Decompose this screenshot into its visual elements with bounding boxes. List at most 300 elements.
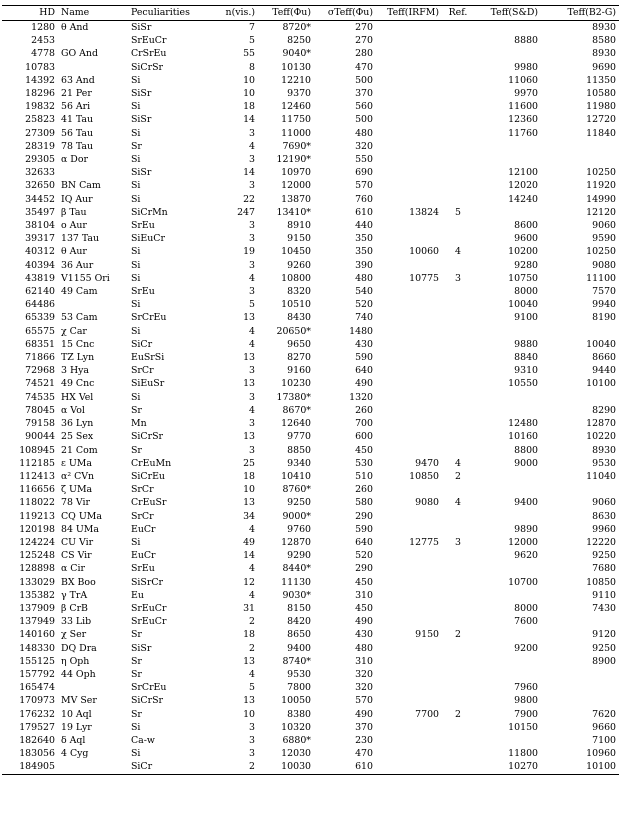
cell-ref (442, 444, 474, 457)
cell-hd: 112185 (19, 457, 55, 469)
cell-hd: 10783 (25, 61, 55, 73)
cell-hd: 78045 (25, 404, 55, 416)
cell-name (58, 760, 128, 774)
cell-teff-sd (474, 21, 541, 35)
cell-teff-b2g: 9060 (592, 220, 616, 232)
cell-peculiarities: Eu (131, 589, 144, 601)
cell-teff-b2g: 7620 (592, 708, 616, 720)
table-row (2, 259, 619, 272)
cell-teff-irfm (376, 351, 442, 364)
cell-teff-b2g: 8930 (592, 444, 616, 456)
cell-n-vis: 13 (243, 378, 255, 390)
cell-n-vis: 3 (249, 444, 255, 456)
cell-ref (442, 311, 474, 324)
cell-sigma-teff: 510 (355, 470, 373, 482)
table-row (2, 325, 619, 338)
cell-sigma-teff: 740 (355, 312, 373, 324)
cell-n-vis: 3 (249, 286, 255, 298)
cell-ref (442, 523, 474, 536)
cell-hd: 68351 (25, 338, 55, 350)
cell-n-vis: 55 (243, 48, 255, 60)
cell-sigma-teff: 540 (355, 286, 373, 298)
cell-sigma-teff: 470 (355, 748, 373, 760)
cell-teff-irfm (376, 61, 442, 74)
cell-teff-sd (474, 391, 541, 404)
cell-teff-phi: 11000 (281, 127, 311, 139)
cell-peculiarities: Si (131, 180, 141, 192)
cell-teff-sd: 8880 (514, 35, 538, 47)
table-header-row (2, 6, 619, 21)
cell-sigma-teff: 760 (355, 193, 373, 205)
cell-n-vis: 13 (243, 695, 255, 707)
cell-n-vis: 5 (249, 682, 255, 694)
cell-peculiarities: CrSrEu (131, 48, 167, 60)
cell-n-vis: 4 (249, 523, 255, 535)
cell-ref (442, 153, 474, 166)
cell-teff-sd: 12100 (508, 167, 538, 179)
cell-teff-sd: 8800 (514, 444, 538, 456)
cell-teff-sd: 12000 (508, 536, 538, 548)
cell-teff-phi: 9340 (287, 457, 311, 469)
cell-hd: 140160 (19, 629, 55, 641)
cell-teff-irfm (376, 576, 442, 589)
cell-name: 137 Tau (61, 233, 100, 245)
cell-teff-irfm (376, 694, 442, 707)
cell-sigma-teff: 640 (355, 536, 373, 548)
cell-teff-sd: 10750 (508, 272, 538, 284)
cell-hd: 2453 (31, 35, 55, 47)
cell-peculiarities: SiEuCr (131, 233, 165, 245)
cell-teff-sd (474, 470, 541, 483)
cell-teff-b2g: 8930 (592, 48, 616, 60)
cell-ref (442, 734, 474, 747)
cell-n-vis: 10 (243, 484, 255, 496)
cell-ref (442, 47, 474, 60)
header-peculiarities: Peculiarities (128, 6, 206, 21)
cell-sigma-teff: 260 (355, 484, 373, 496)
cell-hd: 112413 (19, 470, 55, 482)
cell-teff-sd: 9600 (514, 233, 538, 245)
table-row (2, 34, 619, 47)
cell-teff-irfm (376, 298, 442, 311)
cell-teff-phi: 9530 (287, 668, 311, 680)
cell-hd: 34452 (25, 193, 55, 205)
cell-teff-irfm (376, 483, 442, 496)
cell-teff-sd: 12360 (508, 114, 538, 126)
cell-teff-irfm (376, 338, 442, 351)
cell-teff-irfm: 12775 (409, 536, 439, 548)
cell-n-vis: 13 (243, 312, 255, 324)
cell-teff-sd (474, 628, 541, 641)
cell-n-vis: 18 (243, 470, 255, 482)
cell-name: 33 Lib (61, 616, 92, 628)
cell-peculiarities: Si (131, 101, 141, 113)
cell-teff-b2g: 11980 (586, 101, 616, 113)
cell-teff-irfm (376, 747, 442, 760)
cell-peculiarities: SrEuCr (131, 602, 167, 614)
cell-hd: 62140 (25, 286, 55, 298)
cell-teff-phi: 10510 (281, 299, 311, 311)
cell-teff-phi: 8760* (282, 484, 311, 496)
cell-peculiarities: SrEu (131, 563, 155, 575)
cell-teff-b2g: 7680 (592, 563, 616, 575)
cell-teff-phi: 8150 (287, 602, 311, 614)
cell-sigma-teff: 370 (355, 88, 373, 100)
cell-teff-irfm (376, 734, 442, 747)
cell-name: 15 Cnc (61, 338, 95, 350)
cell-sigma-teff: 290 (355, 510, 373, 522)
cell-teff-irfm (376, 430, 442, 443)
cell-ref: 2 (455, 708, 461, 720)
cell-n-vis: 3 (249, 734, 255, 746)
cell-hd: 14392 (25, 74, 55, 86)
table-row (2, 153, 619, 166)
cell-ref: 5 (455, 206, 461, 218)
cell-teff-sd: 11060 (508, 74, 538, 86)
cell-teff-b2g: 10580 (586, 88, 616, 100)
table-row (2, 417, 619, 430)
cell-name: 21 Per (61, 88, 92, 100)
cell-ref (442, 127, 474, 140)
cell-teff-b2g: 11100 (586, 272, 616, 284)
cell-n-vis: 4 (249, 140, 255, 152)
table-row (2, 127, 619, 140)
cell-hd: 108945 (19, 444, 55, 456)
cell-teff-phi: 9260 (287, 259, 311, 271)
cell-peculiarities: SiCr (131, 338, 153, 350)
header-teff-irfm: Teff(IRFM) (376, 6, 442, 21)
cell-teff-phi: 7690* (282, 140, 311, 152)
cell-ref: 3 (455, 536, 461, 548)
cell-n-vis: 3 (249, 391, 255, 403)
cell-n-vis: 10 (243, 74, 255, 86)
cell-hd: 28319 (25, 140, 55, 152)
cell-name: δ Aql (61, 734, 86, 746)
cell-teff-irfm (376, 589, 442, 602)
cell-ref (442, 589, 474, 602)
cell-teff-phi: 10450 (281, 246, 311, 258)
cell-hd: 25823 (25, 114, 55, 126)
cell-name: ε UMa (61, 457, 92, 469)
cell-teff-phi: 9040* (282, 48, 311, 60)
cell-teff-sd (474, 668, 541, 681)
cell-teff-b2g: 11920 (586, 180, 616, 192)
cell-ref (442, 549, 474, 562)
table-row (2, 760, 619, 774)
cell-teff-b2g (541, 140, 619, 153)
cell-teff-irfm: 7700 (415, 708, 439, 720)
cell-teff-phi: 8320 (287, 286, 311, 298)
cell-teff-irfm (376, 219, 442, 232)
cell-ref (442, 61, 474, 74)
cell-teff-b2g: 10960 (586, 748, 616, 760)
cell-n-vis: 3 (249, 127, 255, 139)
cell-ref (442, 232, 474, 245)
cell-hd: 79158 (25, 418, 55, 430)
cell-teff-sd: 8840 (514, 352, 538, 364)
cell-ref (442, 483, 474, 496)
cell-teff-phi: 8270 (287, 352, 311, 364)
cell-teff-sd: 14240 (508, 193, 538, 205)
cell-teff-phi: 20650* (276, 325, 311, 337)
cell-name (58, 298, 128, 311)
cell-teff-b2g: 12870 (586, 418, 616, 430)
header-n-vis: n(vis.) (206, 6, 258, 21)
cell-teff-phi: 8910 (287, 220, 311, 232)
cell-n-vis: 7 (249, 22, 255, 33)
cell-peculiarities: SrCrEu (131, 682, 167, 694)
cell-peculiarities: SrCr (131, 365, 154, 377)
cell-ref: 2 (455, 629, 461, 641)
cell-hd: 116656 (19, 484, 55, 496)
cell-teff-phi: 12870 (281, 536, 311, 548)
cell-teff-irfm (376, 325, 442, 338)
cell-sigma-teff: 570 (355, 695, 373, 707)
cell-teff-sd: 9880 (514, 338, 538, 350)
cell-ref (442, 364, 474, 377)
table-row (2, 615, 619, 628)
cell-hd: 135382 (19, 589, 55, 601)
cell-teff-b2g: 9250 (592, 642, 616, 654)
cell-n-vis: 18 (243, 101, 255, 113)
cell-sigma-teff: 350 (355, 233, 373, 245)
table-row (2, 694, 619, 707)
cell-sigma-teff: 580 (355, 497, 373, 509)
cell-n-vis: 247 (237, 206, 255, 218)
table-row (2, 179, 619, 192)
cell-ref (442, 325, 474, 338)
cell-name (58, 166, 128, 179)
cell-teff-b2g: 12120 (586, 206, 616, 218)
cell-teff-b2g: 11840 (586, 127, 616, 139)
cell-teff-phi: 9370 (287, 88, 311, 100)
cell-hd: 148330 (19, 642, 55, 654)
cell-teff-b2g: 9080 (592, 259, 616, 271)
cell-teff-irfm: 9470 (415, 457, 439, 469)
cell-teff-sd: 10040 (508, 299, 538, 311)
cell-teff-phi: 8420 (287, 616, 311, 628)
cell-teff-b2g: 9440 (592, 365, 616, 377)
table-row (2, 391, 619, 404)
cell-name: η Oph (61, 655, 90, 667)
cell-ref: 2 (455, 470, 461, 482)
cell-ref (442, 193, 474, 206)
cell-name: α Dor (61, 154, 88, 166)
cell-teff-irfm (376, 153, 442, 166)
cell-teff-irfm (376, 721, 442, 734)
cell-n-vis: 13 (243, 497, 255, 509)
cell-ref (442, 681, 474, 694)
cell-name: β CrB (61, 602, 88, 614)
cell-sigma-teff: 610 (314, 760, 376, 774)
cell-peculiarities: Sr (131, 140, 142, 152)
cell-hd: 39317 (25, 233, 55, 245)
cell-peculiarities: Si (131, 748, 141, 760)
cell-hd: 18296 (25, 88, 55, 100)
cell-teff-sd: 10700 (508, 576, 538, 588)
cell-hd: 179527 (19, 721, 55, 733)
cell-teff-b2g: 9660 (592, 721, 616, 733)
cell-teff-sd: 9620 (514, 550, 538, 562)
cell-teff-b2g: 10250 (586, 246, 616, 258)
table-row (2, 61, 619, 74)
cell-sigma-teff: 230 (355, 734, 373, 746)
cell-hd: 64486 (25, 299, 55, 311)
cell-teff-b2g: 8290 (592, 404, 616, 416)
cell-peculiarities: SiCrMn (131, 206, 168, 218)
cell-sigma-teff: 490 (355, 378, 373, 390)
cell-n-vis: 12 (243, 576, 255, 588)
cell-teff-phi: 9290 (287, 550, 311, 562)
cell-sigma-teff: 310 (355, 589, 373, 601)
cell-sigma-teff: 310 (355, 655, 373, 667)
cell-hd: 38104 (25, 220, 55, 232)
cell-teff-sd: 8600 (514, 220, 538, 232)
cell-teff-sd (474, 325, 541, 338)
cell-teff-b2g (541, 483, 619, 496)
cell-ref (442, 391, 474, 404)
table-body (2, 21, 619, 775)
cell-ref (442, 100, 474, 113)
cell-teff-sd: 10270 (474, 760, 541, 774)
cell-peculiarities: SiSrCr (131, 576, 163, 588)
cell-sigma-teff: 480 (355, 127, 373, 139)
cell-teff-phi: 12190* (276, 154, 311, 166)
cell-teff-irfm (376, 140, 442, 153)
cell-name: χ Car (61, 325, 87, 337)
cell-name: 53 Cam (61, 312, 98, 324)
cell-teff-phi: 8440* (282, 563, 311, 575)
cell-teff-b2g: 9940 (592, 299, 616, 311)
cell-peculiarities: Si (131, 272, 141, 284)
cell-n-vis: 2 (206, 760, 258, 774)
cell-teff-irfm: 13824 (409, 206, 439, 218)
cell-name: γ TrA (61, 589, 88, 601)
cell-hd: 183056 (19, 748, 55, 760)
cell-peculiarities: Si (131, 721, 141, 733)
table-row (2, 311, 619, 324)
cell-ref (442, 576, 474, 589)
table-row (2, 444, 619, 457)
cell-teff-sd (474, 153, 541, 166)
cell-peculiarities: Sr (131, 655, 142, 667)
cell-teff-b2g: 9120 (592, 629, 616, 641)
cell-teff-phi: 10320 (281, 721, 311, 733)
cell-n-vis: 19 (243, 246, 255, 258)
cell-hd: 157792 (19, 668, 55, 680)
cell-ref (442, 140, 474, 153)
cell-hd: 74521 (25, 378, 55, 390)
cell-sigma-teff: 570 (355, 180, 373, 192)
cell-ref (442, 417, 474, 430)
cell-name: 36 Lyn (61, 418, 94, 430)
cell-sigma-teff: 1320 (349, 391, 373, 403)
cell-peculiarities: SiSr (131, 114, 152, 126)
table-row (2, 470, 619, 483)
table-row (2, 272, 619, 285)
table-row (2, 602, 619, 615)
cell-sigma-teff: 390 (355, 259, 373, 271)
cell-teff-b2g: 7570 (592, 286, 616, 298)
cell-sigma-teff: 430 (355, 629, 373, 641)
cell-peculiarities: Sr (131, 444, 142, 456)
cell-teff-b2g: 8900 (592, 655, 616, 667)
table-row (2, 377, 619, 390)
cell-name: 56 Ari (61, 101, 91, 113)
cell-sigma-teff: 590 (355, 523, 373, 535)
cell-name: 4 Cyg (61, 748, 89, 760)
cell-teff-irfm (376, 34, 442, 47)
cell-hd: 29305 (25, 154, 55, 166)
cell-ref (442, 747, 474, 760)
table-row (2, 681, 619, 694)
cell-ref (442, 74, 474, 87)
cell-name: 49 Cnc (61, 378, 95, 390)
cell-teff-sd: 8000 (514, 286, 538, 298)
cell-peculiarities: Si (131, 246, 141, 258)
cell-n-vis: 3 (249, 418, 255, 430)
cell-teff-b2g: 14990 (586, 193, 616, 205)
cell-teff-b2g: 8660 (592, 352, 616, 364)
cell-sigma-teff: 640 (355, 365, 373, 377)
cell-teff-sd: 9890 (514, 523, 538, 535)
cell-ref (442, 377, 474, 390)
cell-teff-phi: 8850 (287, 444, 311, 456)
cell-teff-b2g (541, 615, 619, 628)
cell-hd: 125248 (19, 550, 55, 562)
cell-teff-sd: 10150 (508, 721, 538, 733)
cell-teff-sd (474, 589, 541, 602)
cell-teff-phi: 12210 (281, 74, 311, 86)
cell-teff-phi: 8650 (287, 629, 311, 641)
cell-sigma-teff: 430 (355, 338, 373, 350)
cell-n-vis: 3 (249, 154, 255, 166)
cell-peculiarities: Sr (131, 629, 142, 641)
cell-teff-b2g: 7100 (592, 734, 616, 746)
cell-ref (442, 562, 474, 575)
cell-teff-b2g: 8630 (592, 510, 616, 522)
cell-n-vis: 2 (249, 616, 255, 628)
table-row (2, 589, 619, 602)
cell-teff-b2g: 7430 (592, 602, 616, 614)
cell-name: α² CVn (61, 470, 95, 482)
cell-sigma-teff: 270 (355, 22, 373, 33)
cell-teff-irfm (376, 668, 442, 681)
table-row (2, 642, 619, 655)
cell-hd: 176232 (19, 708, 55, 720)
cell-name: GO And (61, 48, 98, 60)
cell-teff-irfm (376, 377, 442, 390)
cell-ref (442, 642, 474, 655)
cell-sigma-teff: 350 (355, 246, 373, 258)
cell-peculiarities: SrCr (131, 510, 154, 522)
cell-name (58, 61, 128, 74)
cell-ref (442, 338, 474, 351)
cell-teff-irfm: 9150 (415, 629, 439, 641)
cell-teff-irfm (376, 166, 442, 179)
cell-teff-irfm: 10775 (409, 272, 439, 284)
cell-name: V1155 Ori (61, 272, 110, 284)
cell-teff-irfm (376, 391, 442, 404)
cell-teff-phi: 9760 (287, 523, 311, 535)
cell-sigma-teff: 500 (355, 114, 373, 126)
cell-teff-phi: 17380* (276, 391, 311, 403)
table-row (2, 298, 619, 311)
cell-teff-irfm (376, 285, 442, 298)
cell-teff-b2g: 12720 (586, 114, 616, 126)
cell-n-vis: 13 (243, 655, 255, 667)
cell-sigma-teff: 320 (355, 682, 373, 694)
